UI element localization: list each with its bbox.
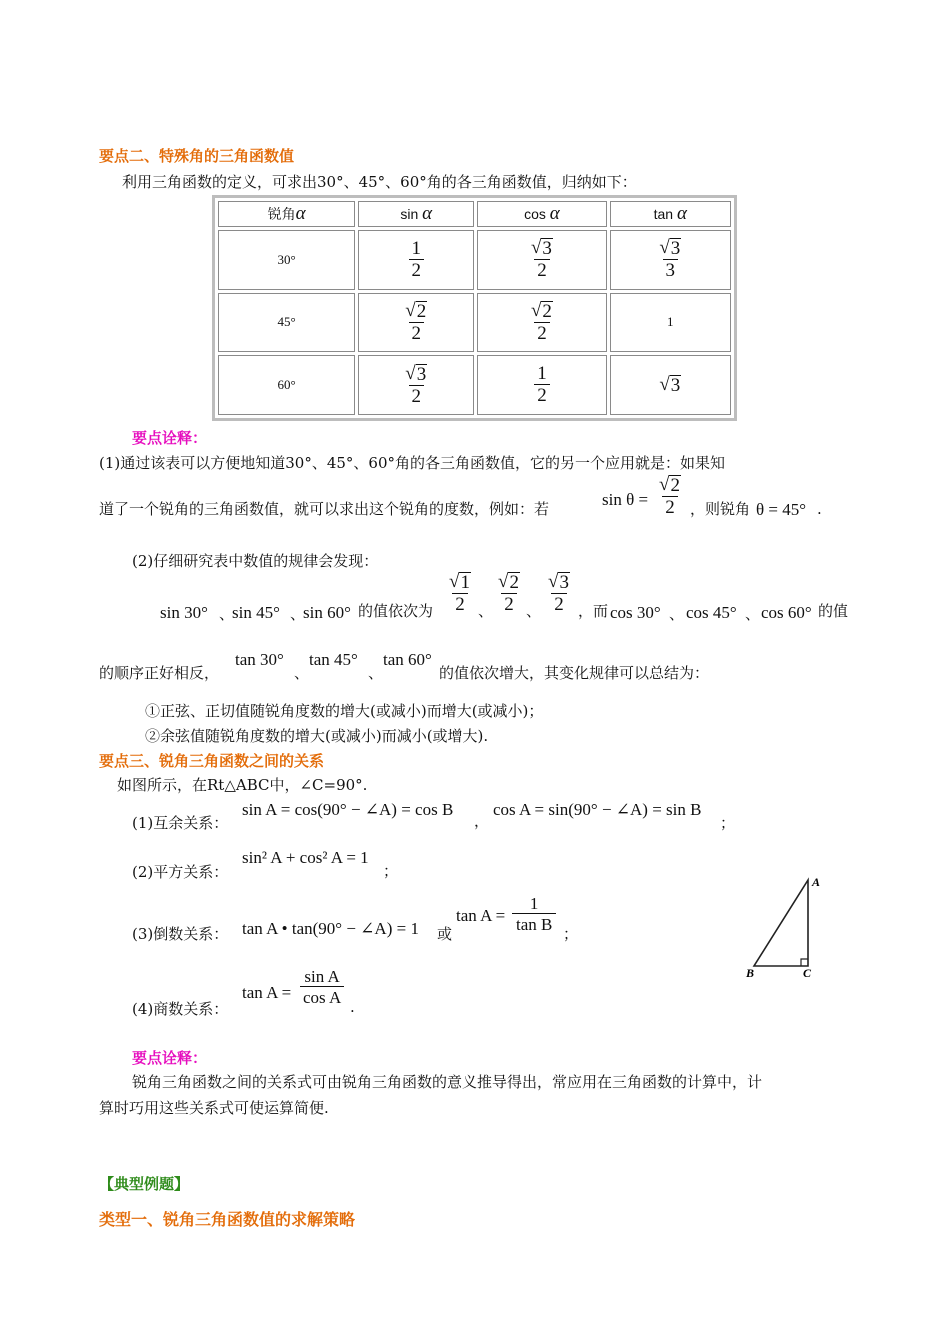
header-sin: sin α [358, 201, 474, 227]
header-tan: tan α [610, 201, 731, 227]
r4-label: (4)商数关系： [132, 1000, 229, 1018]
vertex-label-b: B [746, 966, 755, 980]
r4-frac: $\frac{\text{sin A}}{\text{cos A}}$ [300, 968, 344, 1007]
sin-cell: √ 2 2 [358, 293, 474, 353]
note2-line2: 算时巧用这些关系式可使运算简便. [99, 1099, 329, 1117]
header-angle: 锐角α [218, 201, 355, 227]
section2-heading: 要点二、特殊角的三角函数值 [99, 147, 295, 165]
r1-semicolon: ； [720, 814, 736, 832]
note1-p1-line2a: 道了一个锐角的三角函数值，就可以求出这个锐角的度数，例如：若 [99, 500, 550, 518]
examples-title: 【典型例题】 [99, 1175, 190, 1193]
tan-cell: 1 [610, 293, 731, 353]
vertex-label-a: A [812, 875, 821, 889]
sin-cell: √ 3 2 [358, 355, 474, 415]
r2-formula: sin² A + cos² A = 1 [242, 848, 369, 867]
section3-intro: 如图所示，在Rt△ABC中，∠C=90°. [117, 776, 368, 794]
note1-p2-line3a: 的顺序正好相反， [99, 664, 220, 682]
r1-comma: ， [474, 812, 490, 830]
header-cos: cos α [477, 201, 606, 227]
note1-p1-line1: (1)通过该表可以方便地知道30°、45°、60°角的各三角函数值，它的另一个应用就是：如果知 [99, 454, 726, 472]
r1-formula-1: sin A = cos(90° − ∠A) = cos B [242, 800, 454, 819]
seq-text: 的值依次为 [358, 602, 434, 620]
r3-semicolon: ； [563, 925, 579, 943]
note2-line1: 锐角三角函数之间的关系式可由锐角三角函数的意义推导得出，常应用在三角函数的计算中，计 [132, 1073, 763, 1091]
r1-label: (1)互余关系： [132, 814, 229, 832]
sin-cell: $\frac{1}{2}$ [358, 230, 474, 290]
triangle-shape [754, 880, 808, 966]
r3-formula-2-frac: $\frac{1}{\text{tan B}}$ [512, 895, 556, 934]
tan-45: tan 45° [309, 650, 358, 669]
tan-cell: √ 3 [610, 355, 731, 415]
right-triangle-figure [740, 868, 840, 980]
de-zhi-text: 的值 [818, 602, 849, 620]
tan-cell: √ 3 3 [610, 230, 731, 290]
cos-60: cos 60° [761, 603, 812, 622]
note1-p2-line3b: 的值依次增大，其变化规律可以总结为： [439, 664, 710, 682]
separator: 、 [368, 664, 384, 682]
sin-30: sin 30° [160, 603, 208, 622]
r2-label: (2)平方关系： [132, 863, 229, 881]
separator: 、 [745, 605, 761, 623]
r4-end: . [350, 998, 355, 1016]
cos-cell: √ 2 2 [477, 293, 606, 353]
table-row [218, 355, 731, 415]
separator: 、 [290, 605, 306, 623]
cos-45: cos 45° [686, 603, 737, 622]
r3-or: 或 [437, 925, 453, 943]
r4-lhs: tan A = [242, 983, 292, 1002]
r2-semicolon: ； [383, 862, 399, 880]
tan-30: tan 30° [235, 650, 284, 669]
note2-label: 要点诠释： [132, 1049, 208, 1067]
cos-30: cos 30° [610, 603, 661, 622]
special-angle-table [212, 195, 737, 421]
separator: 、 [294, 664, 310, 682]
note1-p2-line1: (2)仔细研究表中数值的规律会发现： [132, 552, 379, 570]
rule-1: ①正弦、正切值随锐角度数的增大(或减小)而增大(或减小)； [145, 702, 544, 720]
er-text: ，而 [578, 602, 609, 620]
r3-formula-2-lhs: tan A = [456, 906, 506, 925]
seq-frac-3: √ 3 2 [548, 571, 569, 615]
angle-cell: 45° [218, 293, 355, 353]
note1-label: 要点诠释： [132, 429, 208, 447]
separator: 、 [526, 602, 542, 620]
table-header-row [218, 201, 731, 227]
separator: 、 [669, 605, 685, 623]
table-row [218, 230, 731, 290]
angle-cell: 60° [218, 355, 355, 415]
separator: 、 [478, 602, 494, 620]
theta-fraction: √ 2 2 [659, 474, 680, 518]
r3-label: (3)倒数关系： [132, 925, 229, 943]
sin-45: sin 45° [232, 603, 280, 622]
seq-frac-1: √ 1 2 [449, 571, 470, 615]
r1-formula-2: cos A = sin(90° − ∠A) = sin B [493, 800, 702, 819]
tan-60: tan 60° [383, 650, 432, 669]
angle-cell: 30° [218, 230, 355, 290]
sin-60: sin 60° [303, 603, 351, 622]
type1-heading: 类型一、锐角三角函数值的求解策略 [99, 1210, 356, 1229]
section2-intro: 利用三角函数的定义，可求出30°、45°、60°角的各三角函数值，归纳如下： [122, 173, 637, 191]
theta-result: θ = 45° [756, 500, 807, 519]
theta-sin: sin θ = [602, 490, 649, 509]
r3-formula-1: tan A • tan(90° − ∠A) = 1 [242, 919, 419, 938]
vertex-label-c: C [803, 966, 812, 980]
note1-p1-line2b: ，则锐角 [690, 500, 751, 518]
rule-2: ②余弦值随锐角度数的增大(或减小)而减小(或增大). [145, 727, 489, 745]
period: . [817, 500, 822, 518]
separator: 、 [219, 605, 235, 623]
seq-frac-2: √ 2 2 [498, 571, 519, 615]
section3-heading: 要点三、锐角三角函数之间的关系 [99, 752, 325, 770]
cos-cell: √ 3 2 [477, 230, 606, 290]
cos-cell: $\frac{1}{2}$ [477, 355, 606, 415]
table-row [218, 293, 731, 353]
right-angle-mark [801, 959, 808, 966]
